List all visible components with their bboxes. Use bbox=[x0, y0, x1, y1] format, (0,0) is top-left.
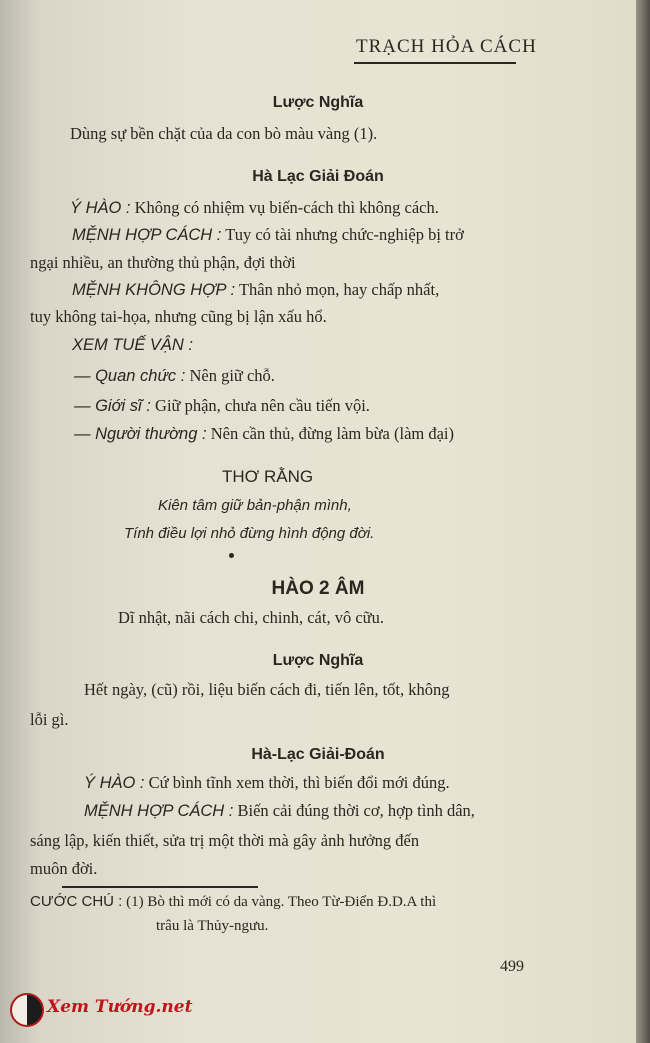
poem-line: Kiên tâm giữ bản-phận mình, bbox=[158, 497, 352, 514]
list-item bbox=[74, 396, 370, 416]
yin-yang-icon bbox=[10, 993, 44, 1027]
list-item-label: — Quan chức : bbox=[74, 367, 186, 385]
menh-khong-label: MỆNH KHÔNG HỢP : bbox=[72, 281, 236, 299]
y-hao-label: Ý HÀO : bbox=[70, 199, 131, 217]
menh-hop-text: Biến cải đúng thời cơ, hợp tình dân, bbox=[237, 801, 475, 820]
header-rule bbox=[354, 62, 516, 64]
paragraph-line: muôn đời. bbox=[30, 859, 98, 878]
menh-hop-label: MỆNH HỢP CÁCH : bbox=[72, 226, 222, 244]
book-spine bbox=[636, 0, 650, 1043]
site-watermark[interactable]: Xem Tướng.net bbox=[47, 997, 193, 1017]
poem-line: Tính điều lợi nhỏ đừng hình động đời. bbox=[124, 525, 375, 542]
footnote-line: trâu là Thủy-ngưu. bbox=[156, 918, 269, 934]
menh-khong-text: Thân nhỏ mọn, hay chấp nhất, bbox=[238, 280, 440, 299]
bullet-dot bbox=[229, 553, 234, 558]
footnote-text: (1) Bò thì mới có da vàng. Theo Từ-Điển Đ.D.A thì bbox=[126, 894, 437, 910]
paragraph-line: lỗi gì. bbox=[30, 710, 69, 729]
section-heading: Hà Lạc Giải Đoán bbox=[252, 168, 384, 185]
list-item-text: Nên cần thủ, đừng làm bừa (làm đại) bbox=[210, 424, 455, 443]
footnote-label: CƯỚC CHÚ : bbox=[30, 893, 123, 910]
hao-title: HÀO 2 ÂM bbox=[271, 578, 365, 599]
xem-tue-van: XEM TUẾ VẬN : bbox=[72, 336, 194, 354]
paragraph-line: sáng lập, kiến thiết, sửa trị một thời mà gây ảnh hưởng đến bbox=[30, 831, 420, 850]
menh-khong-line bbox=[72, 280, 439, 300]
paragraph-line: Dùng sự bền chặt của da con bò màu vàng (1). bbox=[70, 124, 378, 143]
footnote-rule bbox=[62, 886, 258, 888]
menh-hop-text: Tuy có tài nhưng chức-nghiệp bị trở bbox=[225, 225, 464, 244]
list-item-text: Nên giữ chỗ. bbox=[189, 366, 275, 385]
y-hao-label: Ý HÀO : bbox=[84, 774, 145, 792]
menh-hop-line bbox=[72, 225, 464, 245]
paragraph-line: tuy không tai-họa, nhưng cũng bị lận xấu hổ. bbox=[30, 307, 327, 326]
section-heading: Lược Nghĩa bbox=[272, 94, 364, 111]
list-item-label: — Người thường : bbox=[74, 425, 207, 443]
page-number: 499 bbox=[500, 958, 524, 975]
list-item bbox=[74, 424, 454, 444]
list-item bbox=[74, 366, 275, 386]
y-hao-line bbox=[70, 198, 439, 218]
paragraph-line: ngại nhiều, an thường thủ phận, đợi thời bbox=[30, 253, 296, 272]
list-item-label: — Giới sĩ : bbox=[74, 397, 151, 415]
section-heading: Hà-Lạc Giải-Đoán bbox=[251, 746, 385, 763]
paragraph-line: Dĩ nhật, nãi cách chi, chinh, cát, vô cữu. bbox=[118, 608, 384, 627]
y-hao-text: Không có nhiệm vụ biến-cách thì không cách. bbox=[134, 198, 439, 217]
poem-heading: THƠ RẰNG bbox=[222, 467, 314, 486]
list-item-text: Giữ phận, chưa nên cầu tiến vội. bbox=[155, 396, 370, 415]
y-hao-text: Cứ bình tĩnh xem thời, thì biến đổi mới đúng. bbox=[148, 773, 450, 792]
y-hao-line bbox=[84, 773, 450, 793]
footnote-line bbox=[30, 893, 436, 911]
menh-hop-line bbox=[84, 801, 475, 821]
paragraph-line: Hết ngày, (cũ) rồi, liệu biến cách đi, tiến lên, tốt, không bbox=[84, 680, 450, 699]
running-header: TRẠCH HỎA CÁCH bbox=[356, 36, 537, 57]
menh-hop-label: MỆNH HỢP CÁCH : bbox=[84, 802, 234, 820]
section-heading: Lược Nghĩa bbox=[272, 652, 364, 669]
